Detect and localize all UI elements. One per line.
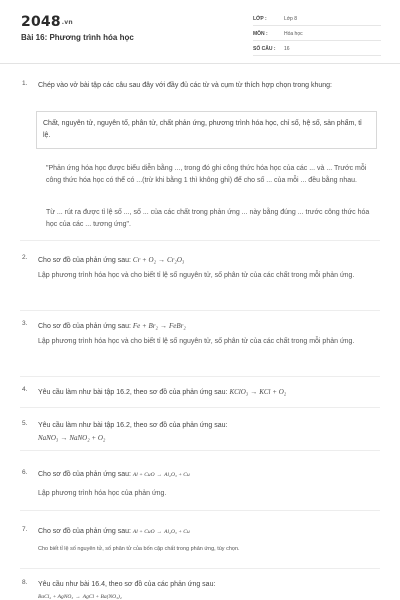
question-text: [38, 386, 378, 399]
question-instruction: Cho biết tỉ lệ số nguyên tử, số phân tử của bốn cặp chất trong phản ứng, tùy chọn.: [38, 546, 240, 552]
formula-rhs: AgCl + Ba(NO₃)₂: [82, 594, 122, 600]
question-prompt: Yêu cầu làm như bài tập 16.2, theo sơ đồ của phản ứng sau:: [38, 389, 228, 396]
question-item: [22, 526, 380, 556]
divider: [20, 376, 380, 377]
divider: [20, 407, 380, 408]
divider: [20, 510, 380, 511]
question-item: [22, 386, 380, 400]
question-prompt: Cho sơ đồ của phản ứng sau:: [38, 257, 131, 264]
question-text: Chép vào vở bài tập các câu sau đây với đầy đủ các từ và cụm từ thích hợp chọn trong khung:: [38, 82, 332, 89]
formula-lhs: Fe + Br₂: [132, 322, 158, 330]
question-item: [22, 320, 380, 360]
formula-lhs: NaNO₃: [38, 434, 59, 442]
reaction-arrow-icon: →: [60, 434, 68, 442]
formula-lhs: Al + CuO: [132, 472, 155, 478]
lesson-title: Bài 16: Phương trình hóa học: [21, 33, 134, 42]
divider: [20, 568, 380, 569]
divider: [20, 450, 380, 451]
formula-rhs: NaNO₂ + O₂: [69, 434, 106, 442]
logo-main: 2048: [21, 14, 61, 30]
question-prompt: Cho sơ đồ của phản ứng sau:: [38, 323, 131, 330]
reaction-formula: [133, 529, 190, 535]
question-text: [38, 254, 378, 267]
question-number: 7.: [22, 526, 28, 533]
formula-rhs: KCl + O₂: [259, 388, 287, 396]
divider: [20, 310, 380, 311]
meta-value: 16: [284, 46, 290, 52]
question-item: [22, 579, 380, 600]
formula-lhs: KClO₃: [229, 388, 249, 396]
meta-value: Hóa học: [284, 31, 303, 37]
question-text: [38, 320, 378, 333]
question-item: [22, 254, 380, 294]
meta-subject: [253, 29, 381, 41]
reaction-formula: [133, 322, 186, 330]
question-formula-line: [38, 432, 378, 445]
question-number: 2.: [22, 254, 28, 261]
formula-lhs: Cr + O₂: [132, 256, 157, 264]
meta-value: Lớp 8: [284, 16, 298, 22]
reaction-formula: [38, 434, 105, 442]
reaction-arrow-icon: →: [159, 322, 167, 330]
question-number: 8.: [22, 579, 28, 586]
meta-count: [253, 44, 381, 56]
fill-in-paragraph: Từ ... rút ra được tỉ lệ số ..., số ... của các chất trong phản ứng ... này bằng đúng ... trước công thức hóa học của các ... tương ứng".: [46, 209, 370, 228]
site-logo[interactable]: [21, 14, 73, 30]
question-text: Yêu cầu làm như bài tập 16.2, theo sơ đồ của phản ứng sau:: [38, 422, 228, 429]
formula-rhs: Cr₂O₃: [167, 256, 185, 264]
question-formula-line: [38, 591, 378, 600]
meta-key: SỐ CÂU :: [253, 46, 276, 52]
meta-key: MÔN :: [253, 31, 268, 37]
question-item: [22, 469, 380, 499]
question-number: 4.: [22, 386, 28, 393]
question-number: 6.: [22, 469, 28, 476]
formula-rhs: Al₂O₃ + Cu: [164, 472, 190, 478]
question-instruction: Lập phương trình hóa học và cho biết tỉ lệ số nguyên tử, số phân tử của các chất trong mỗi phản ứng.: [38, 272, 355, 279]
word-bank-box: Chất, nguyên tử, nguyên tố, phân tử, chất phản ứng, phương trình hóa học, chỉ số, hệ số, sản phẩm, tỉ lệ.: [36, 111, 377, 149]
fill-in-paragraph: "Phản ứng hóa học được biểu diễn bằng ..., trong đó ghi công thức hóa học của các ... và ... Trước mỗi công thức hóa học có thể có ...(trừ khi bằng 1 thì không ghi) để cho số ... của mỗi ... đều bằng nhau.: [46, 165, 367, 184]
reaction-arrow-icon: →: [156, 529, 163, 535]
meta-key: LỚP :: [253, 16, 267, 22]
question-list: [0, 64, 400, 600]
question-number: 3.: [22, 320, 28, 327]
formula-rhs: Al₂O₃ + Cu: [164, 529, 190, 535]
question-prompt: Cho sơ đồ của phản ứng sau:: [38, 471, 131, 478]
question-number: 5.: [22, 420, 28, 427]
reaction-formula: [133, 256, 184, 264]
question-text: [38, 526, 378, 538]
divider: [20, 240, 380, 241]
reaction-formula: [133, 472, 190, 478]
question-instruction: Lập phương trình hóa học của phản ứng.: [38, 490, 167, 497]
question-text: [38, 469, 378, 481]
question-prompt: Cho sơ đồ của phản ứng sau:: [38, 528, 131, 535]
reaction-arrow-icon: →: [250, 388, 258, 396]
reaction-arrow-icon: →: [158, 256, 166, 264]
logo-suffix: .vn: [61, 19, 73, 26]
reaction-formula: [38, 594, 122, 600]
page-header: [0, 0, 400, 64]
formula-lhs: BaCl₂ + AgNO₃: [38, 594, 74, 600]
reaction-formula: [229, 388, 286, 396]
reaction-arrow-icon: →: [156, 472, 163, 478]
question-instruction: Lập phương trình hóa học và cho biết tỉ lệ số nguyên tử, số phân tử của các chất trong mỗi phản ứng.: [38, 338, 355, 345]
question-number: 1.: [22, 80, 28, 87]
question-text: Yêu cầu như bài 16.4, theo sơ đồ của các phản ứng sau:: [38, 581, 216, 588]
formula-lhs: Al + CuO: [132, 529, 155, 535]
question-item: [22, 420, 380, 448]
meta-class: [253, 14, 381, 26]
formula-rhs: FeBr₂: [168, 322, 186, 330]
reaction-arrow-icon: →: [75, 594, 81, 600]
